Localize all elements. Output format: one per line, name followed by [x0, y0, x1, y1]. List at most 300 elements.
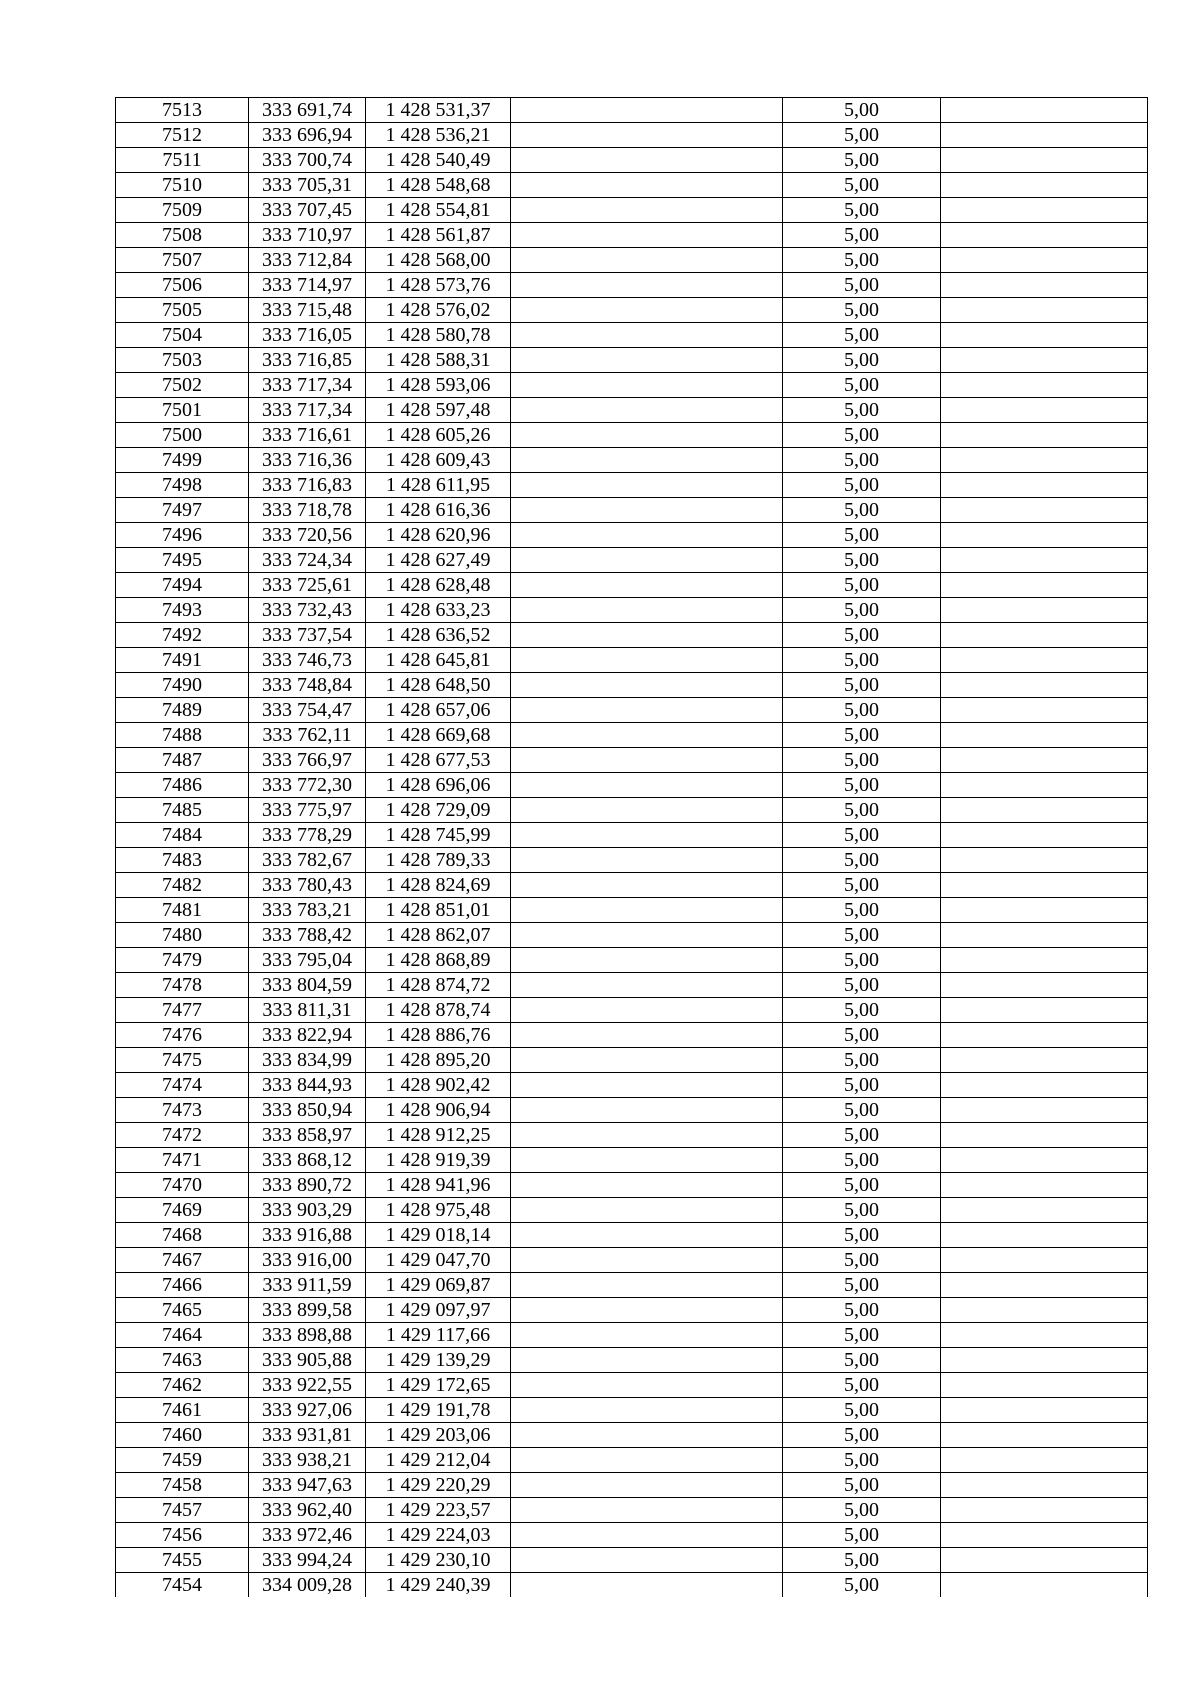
value-cell: 5,00	[783, 223, 941, 248]
table-row	[116, 1048, 1148, 1073]
value-cell: 5,00	[783, 823, 941, 848]
empty-cell	[511, 373, 783, 398]
empty-cell	[511, 173, 783, 198]
empty-cell	[941, 1523, 1148, 1548]
x-coordinate-cell: 333 748,84	[249, 673, 366, 698]
empty-cell	[941, 1073, 1148, 1098]
value-cell: 5,00	[783, 598, 941, 623]
point-number-cell: 7487	[116, 748, 249, 773]
table-row	[116, 598, 1148, 623]
value-cell: 5,00	[783, 848, 941, 873]
empty-cell	[511, 1298, 783, 1323]
table-row	[116, 498, 1148, 523]
empty-cell	[941, 698, 1148, 723]
value-cell: 5,00	[783, 1073, 941, 1098]
x-coordinate-cell: 333 700,74	[249, 148, 366, 173]
empty-cell	[511, 923, 783, 948]
empty-cell	[511, 1373, 783, 1398]
point-number-cell: 7455	[116, 1548, 249, 1573]
y-coordinate-cell: 1 428 886,76	[366, 1023, 511, 1048]
value-cell: 5,00	[783, 498, 941, 523]
empty-cell	[511, 1423, 783, 1448]
empty-cell	[941, 223, 1148, 248]
empty-cell	[941, 1298, 1148, 1323]
empty-cell	[941, 548, 1148, 573]
point-number-cell: 7467	[116, 1248, 249, 1273]
empty-cell	[941, 448, 1148, 473]
x-coordinate-cell: 333 725,61	[249, 573, 366, 598]
value-cell: 5,00	[783, 1273, 941, 1298]
empty-cell	[941, 823, 1148, 848]
empty-cell	[941, 673, 1148, 698]
empty-cell	[511, 998, 783, 1023]
point-number-cell: 7504	[116, 323, 249, 348]
y-coordinate-cell: 1 428 941,96	[366, 1173, 511, 1198]
x-coordinate-cell: 333 931,81	[249, 1423, 366, 1448]
x-coordinate-cell: 333 890,72	[249, 1173, 366, 1198]
x-coordinate-cell: 333 922,55	[249, 1373, 366, 1398]
empty-cell	[511, 898, 783, 923]
x-coordinate-cell: 333 710,97	[249, 223, 366, 248]
y-coordinate-cell: 1 429 172,65	[366, 1373, 511, 1398]
empty-cell	[511, 148, 783, 173]
empty-cell	[511, 198, 783, 223]
point-number-cell: 7472	[116, 1123, 249, 1148]
empty-cell	[941, 1498, 1148, 1523]
value-cell: 5,00	[783, 1048, 941, 1073]
coordinates-table-body	[116, 98, 1148, 1598]
empty-cell	[941, 923, 1148, 948]
x-coordinate-cell: 333 718,78	[249, 498, 366, 523]
point-number-cell: 7481	[116, 898, 249, 923]
table-row	[116, 623, 1148, 648]
table-row	[116, 248, 1148, 273]
x-coordinate-cell: 333 795,04	[249, 948, 366, 973]
value-cell: 5,00	[783, 323, 941, 348]
x-coordinate-cell: 333 947,63	[249, 1473, 366, 1498]
table-row	[116, 848, 1148, 873]
table-row	[116, 873, 1148, 898]
empty-cell	[941, 723, 1148, 748]
value-cell: 5,00	[783, 973, 941, 998]
point-number-cell: 7500	[116, 423, 249, 448]
empty-cell	[511, 723, 783, 748]
y-coordinate-cell: 1 428 868,89	[366, 948, 511, 973]
value-cell: 5,00	[783, 473, 941, 498]
value-cell: 5,00	[783, 1373, 941, 1398]
empty-cell	[511, 323, 783, 348]
point-number-cell: 7493	[116, 598, 249, 623]
table-row	[116, 698, 1148, 723]
y-coordinate-cell: 1 428 636,52	[366, 623, 511, 648]
point-number-cell: 7476	[116, 1023, 249, 1048]
empty-cell	[511, 1498, 783, 1523]
table-row	[116, 1373, 1148, 1398]
y-coordinate-cell: 1 428 588,31	[366, 348, 511, 373]
y-coordinate-cell: 1 428 611,95	[366, 473, 511, 498]
y-coordinate-cell: 1 429 139,29	[366, 1348, 511, 1373]
table-row	[116, 148, 1148, 173]
empty-cell	[511, 1098, 783, 1123]
empty-cell	[941, 623, 1148, 648]
table-row	[116, 1273, 1148, 1298]
x-coordinate-cell: 334 009,28	[249, 1573, 366, 1598]
x-coordinate-cell: 333 716,85	[249, 348, 366, 373]
empty-cell	[511, 848, 783, 873]
y-coordinate-cell: 1 429 203,06	[366, 1423, 511, 1448]
table-row	[116, 1348, 1148, 1373]
point-number-cell: 7479	[116, 948, 249, 973]
empty-cell	[511, 398, 783, 423]
x-coordinate-cell: 333 782,67	[249, 848, 366, 873]
value-cell: 5,00	[783, 923, 941, 948]
x-coordinate-cell: 333 962,40	[249, 1498, 366, 1523]
x-coordinate-cell: 333 938,21	[249, 1448, 366, 1473]
y-coordinate-cell: 1 428 561,87	[366, 223, 511, 248]
point-number-cell: 7461	[116, 1398, 249, 1423]
value-cell: 5,00	[783, 1248, 941, 1273]
table-row	[116, 773, 1148, 798]
point-number-cell: 7511	[116, 148, 249, 173]
empty-cell	[941, 1198, 1148, 1223]
empty-cell	[511, 1173, 783, 1198]
value-cell: 5,00	[783, 423, 941, 448]
y-coordinate-cell: 1 428 895,20	[366, 1048, 511, 1073]
empty-cell	[941, 1573, 1148, 1598]
empty-cell	[511, 1523, 783, 1548]
value-cell: 5,00	[783, 123, 941, 148]
empty-cell	[941, 1373, 1148, 1398]
x-coordinate-cell: 333 868,12	[249, 1148, 366, 1173]
y-coordinate-cell: 1 428 645,81	[366, 648, 511, 673]
x-coordinate-cell: 333 916,00	[249, 1248, 366, 1273]
value-cell: 5,00	[783, 198, 941, 223]
empty-cell	[941, 1223, 1148, 1248]
table-row	[116, 373, 1148, 398]
empty-cell	[511, 623, 783, 648]
value-cell: 5,00	[783, 673, 941, 698]
x-coordinate-cell: 333 804,59	[249, 973, 366, 998]
empty-cell	[941, 798, 1148, 823]
point-number-cell: 7494	[116, 573, 249, 598]
y-coordinate-cell: 1 428 657,06	[366, 698, 511, 723]
empty-cell	[511, 523, 783, 548]
y-coordinate-cell: 1 428 540,49	[366, 148, 511, 173]
table-row	[116, 323, 1148, 348]
x-coordinate-cell: 333 766,97	[249, 748, 366, 773]
empty-cell	[511, 773, 783, 798]
empty-cell	[941, 98, 1148, 123]
value-cell: 5,00	[783, 798, 941, 823]
empty-cell	[941, 573, 1148, 598]
value-cell: 5,00	[783, 373, 941, 398]
y-coordinate-cell: 1 428 576,02	[366, 298, 511, 323]
point-number-cell: 7507	[116, 248, 249, 273]
point-number-cell: 7460	[116, 1423, 249, 1448]
empty-cell	[511, 1048, 783, 1073]
point-number-cell: 7503	[116, 348, 249, 373]
x-coordinate-cell: 333 905,88	[249, 1348, 366, 1373]
table-row	[116, 1198, 1148, 1223]
y-coordinate-cell: 1 428 597,48	[366, 398, 511, 423]
empty-cell	[511, 948, 783, 973]
empty-cell	[941, 598, 1148, 623]
table-row	[116, 1498, 1148, 1523]
y-coordinate-cell: 1 428 862,07	[366, 923, 511, 948]
empty-cell	[941, 273, 1148, 298]
value-cell: 5,00	[783, 1323, 941, 1348]
x-coordinate-cell: 333 732,43	[249, 598, 366, 623]
point-number-cell: 7486	[116, 773, 249, 798]
point-number-cell: 7492	[116, 623, 249, 648]
empty-cell	[511, 1148, 783, 1173]
y-coordinate-cell: 1 428 593,06	[366, 373, 511, 398]
empty-cell	[511, 798, 783, 823]
empty-cell	[941, 323, 1148, 348]
x-coordinate-cell: 333 899,58	[249, 1298, 366, 1323]
empty-cell	[941, 248, 1148, 273]
y-coordinate-cell: 1 429 047,70	[366, 1248, 511, 1273]
table-row	[116, 223, 1148, 248]
y-coordinate-cell: 1 429 212,04	[366, 1448, 511, 1473]
empty-cell	[941, 173, 1148, 198]
empty-cell	[941, 1473, 1148, 1498]
y-coordinate-cell: 1 428 874,72	[366, 973, 511, 998]
table-row	[116, 1248, 1148, 1273]
table-row	[116, 1323, 1148, 1348]
x-coordinate-cell: 333 691,74	[249, 98, 366, 123]
point-number-cell: 7458	[116, 1473, 249, 1498]
empty-cell	[941, 873, 1148, 898]
empty-cell	[941, 298, 1148, 323]
table-row	[116, 923, 1148, 948]
x-coordinate-cell: 333 850,94	[249, 1098, 366, 1123]
x-coordinate-cell: 333 715,48	[249, 298, 366, 323]
empty-cell	[511, 1398, 783, 1423]
empty-cell	[941, 148, 1148, 173]
point-number-cell: 7485	[116, 798, 249, 823]
x-coordinate-cell: 333 772,30	[249, 773, 366, 798]
table-row	[116, 973, 1148, 998]
y-coordinate-cell: 1 428 536,21	[366, 123, 511, 148]
empty-cell	[941, 473, 1148, 498]
table-row	[116, 1523, 1148, 1548]
table-row	[116, 1473, 1148, 1498]
point-number-cell: 7508	[116, 223, 249, 248]
x-coordinate-cell: 333 724,34	[249, 548, 366, 573]
value-cell: 5,00	[783, 1423, 941, 1448]
table-row	[116, 473, 1148, 498]
table-row	[116, 98, 1148, 123]
point-number-cell: 7484	[116, 823, 249, 848]
point-number-cell: 7454	[116, 1573, 249, 1598]
empty-cell	[941, 648, 1148, 673]
value-cell: 5,00	[783, 1573, 941, 1598]
y-coordinate-cell: 1 429 230,10	[366, 1548, 511, 1573]
point-number-cell: 7469	[116, 1198, 249, 1223]
empty-cell	[511, 248, 783, 273]
x-coordinate-cell: 333 911,59	[249, 1273, 366, 1298]
x-coordinate-cell: 333 898,88	[249, 1323, 366, 1348]
value-cell: 5,00	[783, 948, 941, 973]
value-cell: 5,00	[783, 1398, 941, 1423]
x-coordinate-cell: 333 903,29	[249, 1198, 366, 1223]
value-cell: 5,00	[783, 1448, 941, 1473]
empty-cell	[511, 473, 783, 498]
y-coordinate-cell: 1 428 616,36	[366, 498, 511, 523]
x-coordinate-cell: 333 716,61	[249, 423, 366, 448]
table-row	[116, 1298, 1148, 1323]
y-coordinate-cell: 1 429 240,39	[366, 1573, 511, 1598]
empty-cell	[511, 1273, 783, 1298]
empty-cell	[511, 1548, 783, 1573]
table-row	[116, 298, 1148, 323]
point-number-cell: 7490	[116, 673, 249, 698]
y-coordinate-cell: 1 429 224,03	[366, 1523, 511, 1548]
value-cell: 5,00	[783, 348, 941, 373]
empty-cell	[511, 548, 783, 573]
empty-cell	[941, 1398, 1148, 1423]
empty-cell	[941, 1548, 1148, 1573]
empty-cell	[941, 123, 1148, 148]
value-cell: 5,00	[783, 1023, 941, 1048]
x-coordinate-cell: 333 775,97	[249, 798, 366, 823]
empty-cell	[941, 1423, 1148, 1448]
value-cell: 5,00	[783, 773, 941, 798]
table-row	[116, 723, 1148, 748]
value-cell: 5,00	[783, 698, 941, 723]
table-row	[116, 1548, 1148, 1573]
value-cell: 5,00	[783, 1348, 941, 1373]
table-row	[116, 573, 1148, 598]
table-row	[116, 648, 1148, 673]
empty-cell	[511, 573, 783, 598]
value-cell: 5,00	[783, 898, 941, 923]
empty-cell	[511, 223, 783, 248]
empty-cell	[511, 1023, 783, 1048]
value-cell: 5,00	[783, 173, 941, 198]
empty-cell	[511, 498, 783, 523]
x-coordinate-cell: 333 858,97	[249, 1123, 366, 1148]
x-coordinate-cell: 333 994,24	[249, 1548, 366, 1573]
empty-cell	[941, 1248, 1148, 1273]
point-number-cell: 7468	[116, 1223, 249, 1248]
empty-cell	[511, 648, 783, 673]
y-coordinate-cell: 1 429 191,78	[366, 1398, 511, 1423]
empty-cell	[511, 98, 783, 123]
value-cell: 5,00	[783, 1473, 941, 1498]
table-row	[116, 898, 1148, 923]
x-coordinate-cell: 333 716,05	[249, 323, 366, 348]
empty-cell	[941, 898, 1148, 923]
y-coordinate-cell: 1 428 580,78	[366, 323, 511, 348]
empty-cell	[941, 523, 1148, 548]
empty-cell	[941, 1448, 1148, 1473]
x-coordinate-cell: 333 927,06	[249, 1398, 366, 1423]
point-number-cell: 7498	[116, 473, 249, 498]
value-cell: 5,00	[783, 273, 941, 298]
table-row	[116, 198, 1148, 223]
table-row	[116, 948, 1148, 973]
empty-cell	[941, 1048, 1148, 1073]
coordinates-table	[115, 97, 1148, 1597]
value-cell: 5,00	[783, 623, 941, 648]
value-cell: 5,00	[783, 448, 941, 473]
empty-cell	[511, 1073, 783, 1098]
empty-cell	[941, 773, 1148, 798]
point-number-cell: 7470	[116, 1173, 249, 1198]
point-number-cell: 7475	[116, 1048, 249, 1073]
x-coordinate-cell: 333 783,21	[249, 898, 366, 923]
value-cell: 5,00	[783, 573, 941, 598]
empty-cell	[941, 373, 1148, 398]
value-cell: 5,00	[783, 873, 941, 898]
empty-cell	[511, 1123, 783, 1148]
empty-cell	[511, 1473, 783, 1498]
empty-cell	[941, 973, 1148, 998]
table-row	[116, 448, 1148, 473]
table-row	[116, 748, 1148, 773]
point-number-cell: 7462	[116, 1373, 249, 1398]
value-cell: 5,00	[783, 1548, 941, 1573]
x-coordinate-cell: 333 696,94	[249, 123, 366, 148]
empty-cell	[511, 1223, 783, 1248]
y-coordinate-cell: 1 428 568,00	[366, 248, 511, 273]
table-row	[116, 1073, 1148, 1098]
table-row	[116, 1423, 1148, 1448]
y-coordinate-cell: 1 428 878,74	[366, 998, 511, 1023]
empty-cell	[511, 273, 783, 298]
empty-cell	[941, 423, 1148, 448]
y-coordinate-cell: 1 428 627,49	[366, 548, 511, 573]
point-number-cell: 7502	[116, 373, 249, 398]
value-cell: 5,00	[783, 723, 941, 748]
point-number-cell: 7478	[116, 973, 249, 998]
x-coordinate-cell: 333 707,45	[249, 198, 366, 223]
empty-cell	[941, 998, 1148, 1023]
y-coordinate-cell: 1 428 729,09	[366, 798, 511, 823]
y-coordinate-cell: 1 428 677,53	[366, 748, 511, 773]
x-coordinate-cell: 333 811,31	[249, 998, 366, 1023]
empty-cell	[511, 973, 783, 998]
empty-cell	[941, 398, 1148, 423]
x-coordinate-cell: 333 720,56	[249, 523, 366, 548]
value-cell: 5,00	[783, 748, 941, 773]
x-coordinate-cell: 333 844,93	[249, 1073, 366, 1098]
value-cell: 5,00	[783, 1223, 941, 1248]
point-number-cell: 7509	[116, 198, 249, 223]
value-cell: 5,00	[783, 98, 941, 123]
x-coordinate-cell: 333 746,73	[249, 648, 366, 673]
x-coordinate-cell: 333 714,97	[249, 273, 366, 298]
value-cell: 5,00	[783, 1298, 941, 1323]
point-number-cell: 7497	[116, 498, 249, 523]
table-row	[116, 1173, 1148, 1198]
empty-cell	[941, 848, 1148, 873]
x-coordinate-cell: 333 716,83	[249, 473, 366, 498]
table-row	[116, 348, 1148, 373]
empty-cell	[511, 1323, 783, 1348]
empty-cell	[511, 448, 783, 473]
x-coordinate-cell: 333 822,94	[249, 1023, 366, 1048]
value-cell: 5,00	[783, 1198, 941, 1223]
value-cell: 5,00	[783, 1148, 941, 1173]
y-coordinate-cell: 1 428 696,06	[366, 773, 511, 798]
empty-cell	[941, 198, 1148, 223]
empty-cell	[511, 1348, 783, 1373]
table-row	[116, 798, 1148, 823]
point-number-cell: 7471	[116, 1148, 249, 1173]
